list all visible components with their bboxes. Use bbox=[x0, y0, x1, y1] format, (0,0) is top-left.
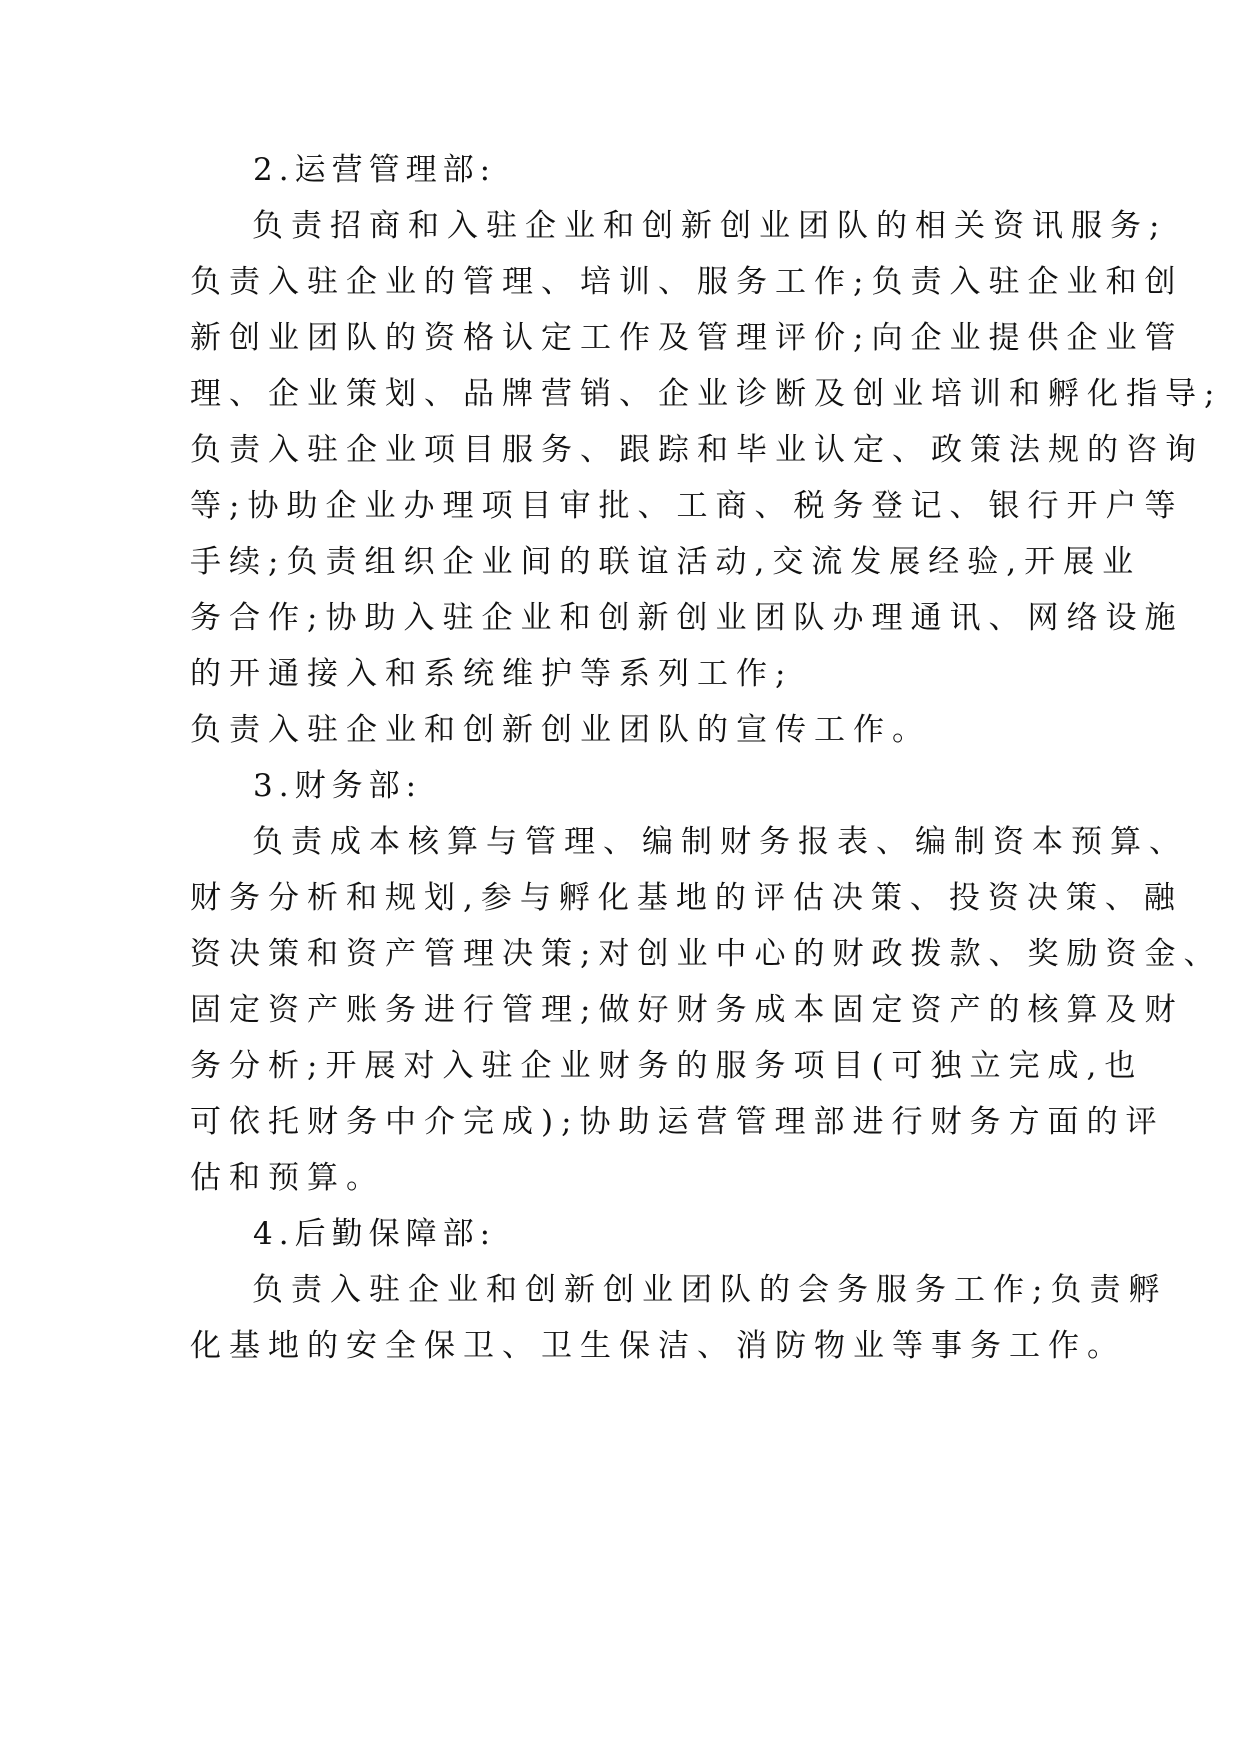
paragraph-line: 财务分析和规划,参与孵化基地的评估决策、投资决策、融 bbox=[190, 880, 1183, 916]
paragraph-line: 估和预算。 bbox=[190, 1160, 385, 1196]
paragraph-line: 化基地的安全保卫、卫生保洁、消防物业等事务工作。 bbox=[190, 1328, 1126, 1364]
paragraph-line: 的开通接入和系统维护等系列工作; bbox=[190, 656, 794, 692]
paragraph-line: 务分析;开展对入驻企业财务的服务项目(可独立完成,也 bbox=[190, 1048, 1144, 1084]
paragraph-line: 新创业团队的资格认定工作及管理评价;向企业提供企业管 bbox=[190, 320, 1184, 356]
paragraph-line: 负责招商和入驻企业和创新创业团队的相关资讯服务; bbox=[252, 208, 1168, 244]
paragraph-line: 等;协助企业办理项目审批、工商、税务登记、银行开户等 bbox=[190, 488, 1184, 524]
paragraph-line: 资决策和资产管理决策;对创业中心的财政拨款、奖励资金、 bbox=[190, 936, 1223, 972]
paragraph-line: 理、企业策划、品牌营销、企业诊断及创业培训和孵化指导; bbox=[190, 376, 1223, 412]
paragraph-line: 负责入驻企业和创新创业团队的会务服务工作;负责孵 bbox=[252, 1272, 1168, 1308]
paragraph-line: 负责入驻企业项目服务、跟踪和毕业认定、政策法规的咨询 bbox=[190, 432, 1204, 468]
paragraph-line: 手续;负责组织企业间的联谊活动,交流发展经验,开展业 bbox=[190, 544, 1142, 580]
paragraph-line: 负责入驻企业的管理、培训、服务工作;负责入驻企业和创 bbox=[190, 264, 1184, 300]
paragraph-line: 负责成本核算与管理、编制财务报表、编制资本预算、 bbox=[252, 824, 1188, 860]
paragraph-line: 固定资产账务进行管理;做好财务成本固定资产的核算及财 bbox=[190, 992, 1184, 1028]
paragraph-line: 务合作;协助入驻企业和创新创业团队办理通讯、网络设施 bbox=[190, 600, 1184, 636]
section-heading-logistics: 4.后勤保障部: bbox=[253, 1216, 497, 1252]
section-heading-finance: 3.财务部: bbox=[253, 768, 423, 804]
section-heading-operations: 2.运营管理部: bbox=[253, 152, 497, 188]
paragraph-line: 可依托财务中介完成);协助运营管理部进行财务方面的评 bbox=[190, 1104, 1165, 1140]
paragraph-line: 负责入驻企业和创新创业团队的宣传工作。 bbox=[190, 712, 931, 748]
